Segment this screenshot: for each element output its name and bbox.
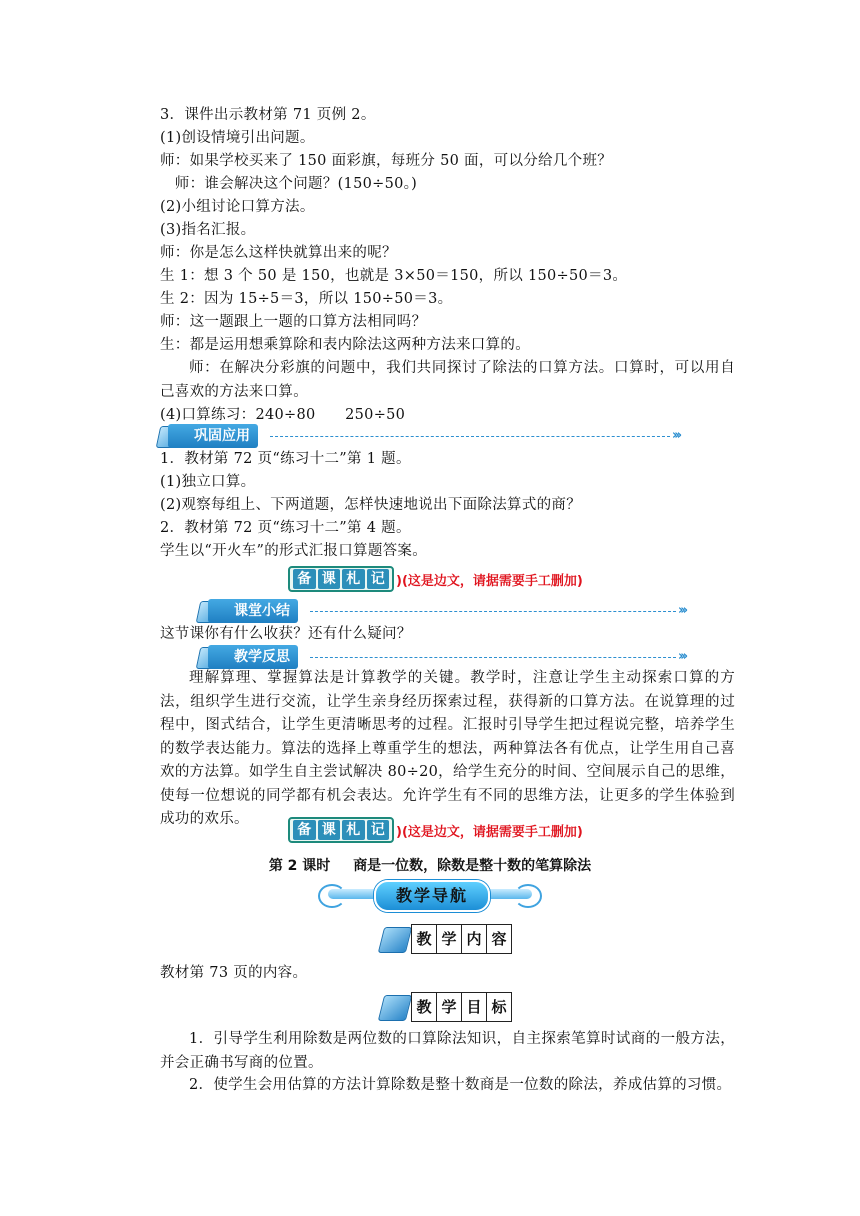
section-header-summary <box>198 599 718 623</box>
text-line: 生 1：想 3 个 50 是 150，也就是 3×50＝150，所以 150÷50＝3。 <box>160 268 628 284</box>
heading-boxes <box>411 924 512 954</box>
double-chevron-icon: ››› <box>678 649 686 664</box>
heading-teaching-goals <box>381 992 515 1022</box>
content-text: 教材第 73 页的内容。 <box>160 965 308 981</box>
section-header-consolidate <box>158 424 678 448</box>
text-line: (2)观察每组上、下两道题，怎样快速地说出下面除法算式的商？ <box>160 497 582 513</box>
margin-remark: )(这是边文，请据需要手工删加) <box>396 574 583 589</box>
heading-char: 容 <box>491 930 507 948</box>
text-line: 师：你是怎么这样快就算出来的呢？ <box>160 245 397 261</box>
banner-title: 教学导航 <box>374 880 490 912</box>
stamp-char: 札 <box>342 820 365 840</box>
goal-item: 2．使学生会用估算的方法计算除数是整十数商是一位数的除法，养成估算的习惯。 <box>189 1077 732 1093</box>
text-line: 师：如果学校买来了 150 面彩旗，每班分 50 面，可以分给几个班？ <box>160 153 613 169</box>
dashed-divider <box>310 657 676 658</box>
dashed-divider <box>270 436 670 437</box>
text-line: 3．课件出示教材第 71 页例 2。 <box>160 107 376 123</box>
book-icon <box>378 995 412 1021</box>
teaching-navigation-banner <box>318 878 542 910</box>
text-line: 师：谁会解决这个问题？(150÷50。) <box>160 176 418 192</box>
text-line: (3)指名汇报。 <box>160 222 256 238</box>
heading-char: 标 <box>491 998 507 1016</box>
stamp-char: 课 <box>318 569 341 589</box>
text-line: 生：都是运用想乘算除和表内除法这两种方法来口算的。 <box>160 337 530 353</box>
heading-char: 目 <box>462 993 487 1021</box>
text-line: 1．教材第 72 页“练习十二”第 1 题。 <box>160 451 411 467</box>
reflection-paragraph: 理解算理、掌握算法是计算教学的关键。教学时，注意让学生主动探索口算的方法，组织学生进行交流，让学生亲身经历探索过程，获得新的口算方法。在说算理的过程中，图式结合，让学生更清晰思考的过程。汇报时引导学生把过程说完整，培养学生的数学表达能力。算法的选择上尊重学生的想法，两种算法各有优点，让学生用自己喜欢的方法算。如学生自主尝试解决 80÷20，给学生充分的时间、空间展示自己的思维，使每一位想说的同学都有机会表达。允许学生有不同的思维方法，让更多的学生体验到成功的欢乐。 <box>160 670 735 827</box>
lesson-notes-stamp <box>288 566 628 594</box>
heading-char: 内 <box>462 925 487 953</box>
summary-line: 这节课你有什么收获？还有什么疑问？ <box>160 626 412 642</box>
section-title: 课堂小结 <box>208 599 298 623</box>
double-chevron-icon: ››› <box>672 428 680 443</box>
text-line: 师：这一题跟上一题的口算方法相同吗？ <box>160 314 427 330</box>
book-icon <box>378 927 412 953</box>
section-title: 教学反思 <box>208 645 298 669</box>
heading-char: 学 <box>437 993 462 1021</box>
lesson-title <box>0 855 860 875</box>
lesson-name: 商是一位数，除数是整十数的笔算除法 <box>353 858 592 874</box>
dashed-divider <box>310 611 676 612</box>
text-line: (1)独立口算。 <box>160 474 256 490</box>
text-line: 学生以“开火车”的形式汇报口算题答案。 <box>160 543 428 559</box>
stamp-char: 记 <box>367 569 390 589</box>
stamp-char: 课 <box>318 820 341 840</box>
practice-line: (4)口算练习：240÷80 250÷50 <box>160 407 406 423</box>
heading-char: 学 <box>437 925 462 953</box>
text-line: 生 2：因为 15÷5＝3，所以 150÷50＝3。 <box>160 291 453 307</box>
stamp-char: 备 <box>293 569 316 589</box>
stamp-char: 札 <box>342 569 365 589</box>
method-summary-paragraph: 师：在解决分彩旗的问题中，我们共同探讨了除法的口算方法。口算时，可以用自己喜欢的方法来口算。 <box>160 360 735 400</box>
stamp-char: 记 <box>367 820 390 840</box>
scroll-ornament-icon <box>514 884 542 908</box>
heading-char: 教 <box>412 993 437 1021</box>
stamp-box <box>288 817 394 843</box>
heading-char: 教 <box>412 925 437 953</box>
heading-teaching-content <box>381 924 515 954</box>
lesson-number: 第 2 课时 <box>268 858 331 874</box>
text-line: (2)小组讨论口算方法。 <box>160 199 315 215</box>
text-line: 2．教材第 72 页“练习十二”第 4 题。 <box>160 520 411 536</box>
text-line: (1)创设情境引出问题。 <box>160 130 315 146</box>
stamp-char: 备 <box>293 820 316 840</box>
heading-boxes <box>411 992 512 1022</box>
stamp-box <box>288 566 394 592</box>
lesson-notes-stamp <box>288 817 628 845</box>
margin-remark: )(这是边文，请据需要手工删加) <box>396 825 583 840</box>
section-header-reflection <box>198 645 718 669</box>
section-title: 巩固应用 <box>168 424 258 448</box>
goal-item: 1．引导学生利用除数是两位数的口算除法知识，自主探索笔算时试商的一般方法，并会正确书写商的位置。 <box>160 1031 735 1071</box>
double-chevron-icon: ››› <box>678 603 686 618</box>
scroll-ornament-icon <box>318 884 346 908</box>
